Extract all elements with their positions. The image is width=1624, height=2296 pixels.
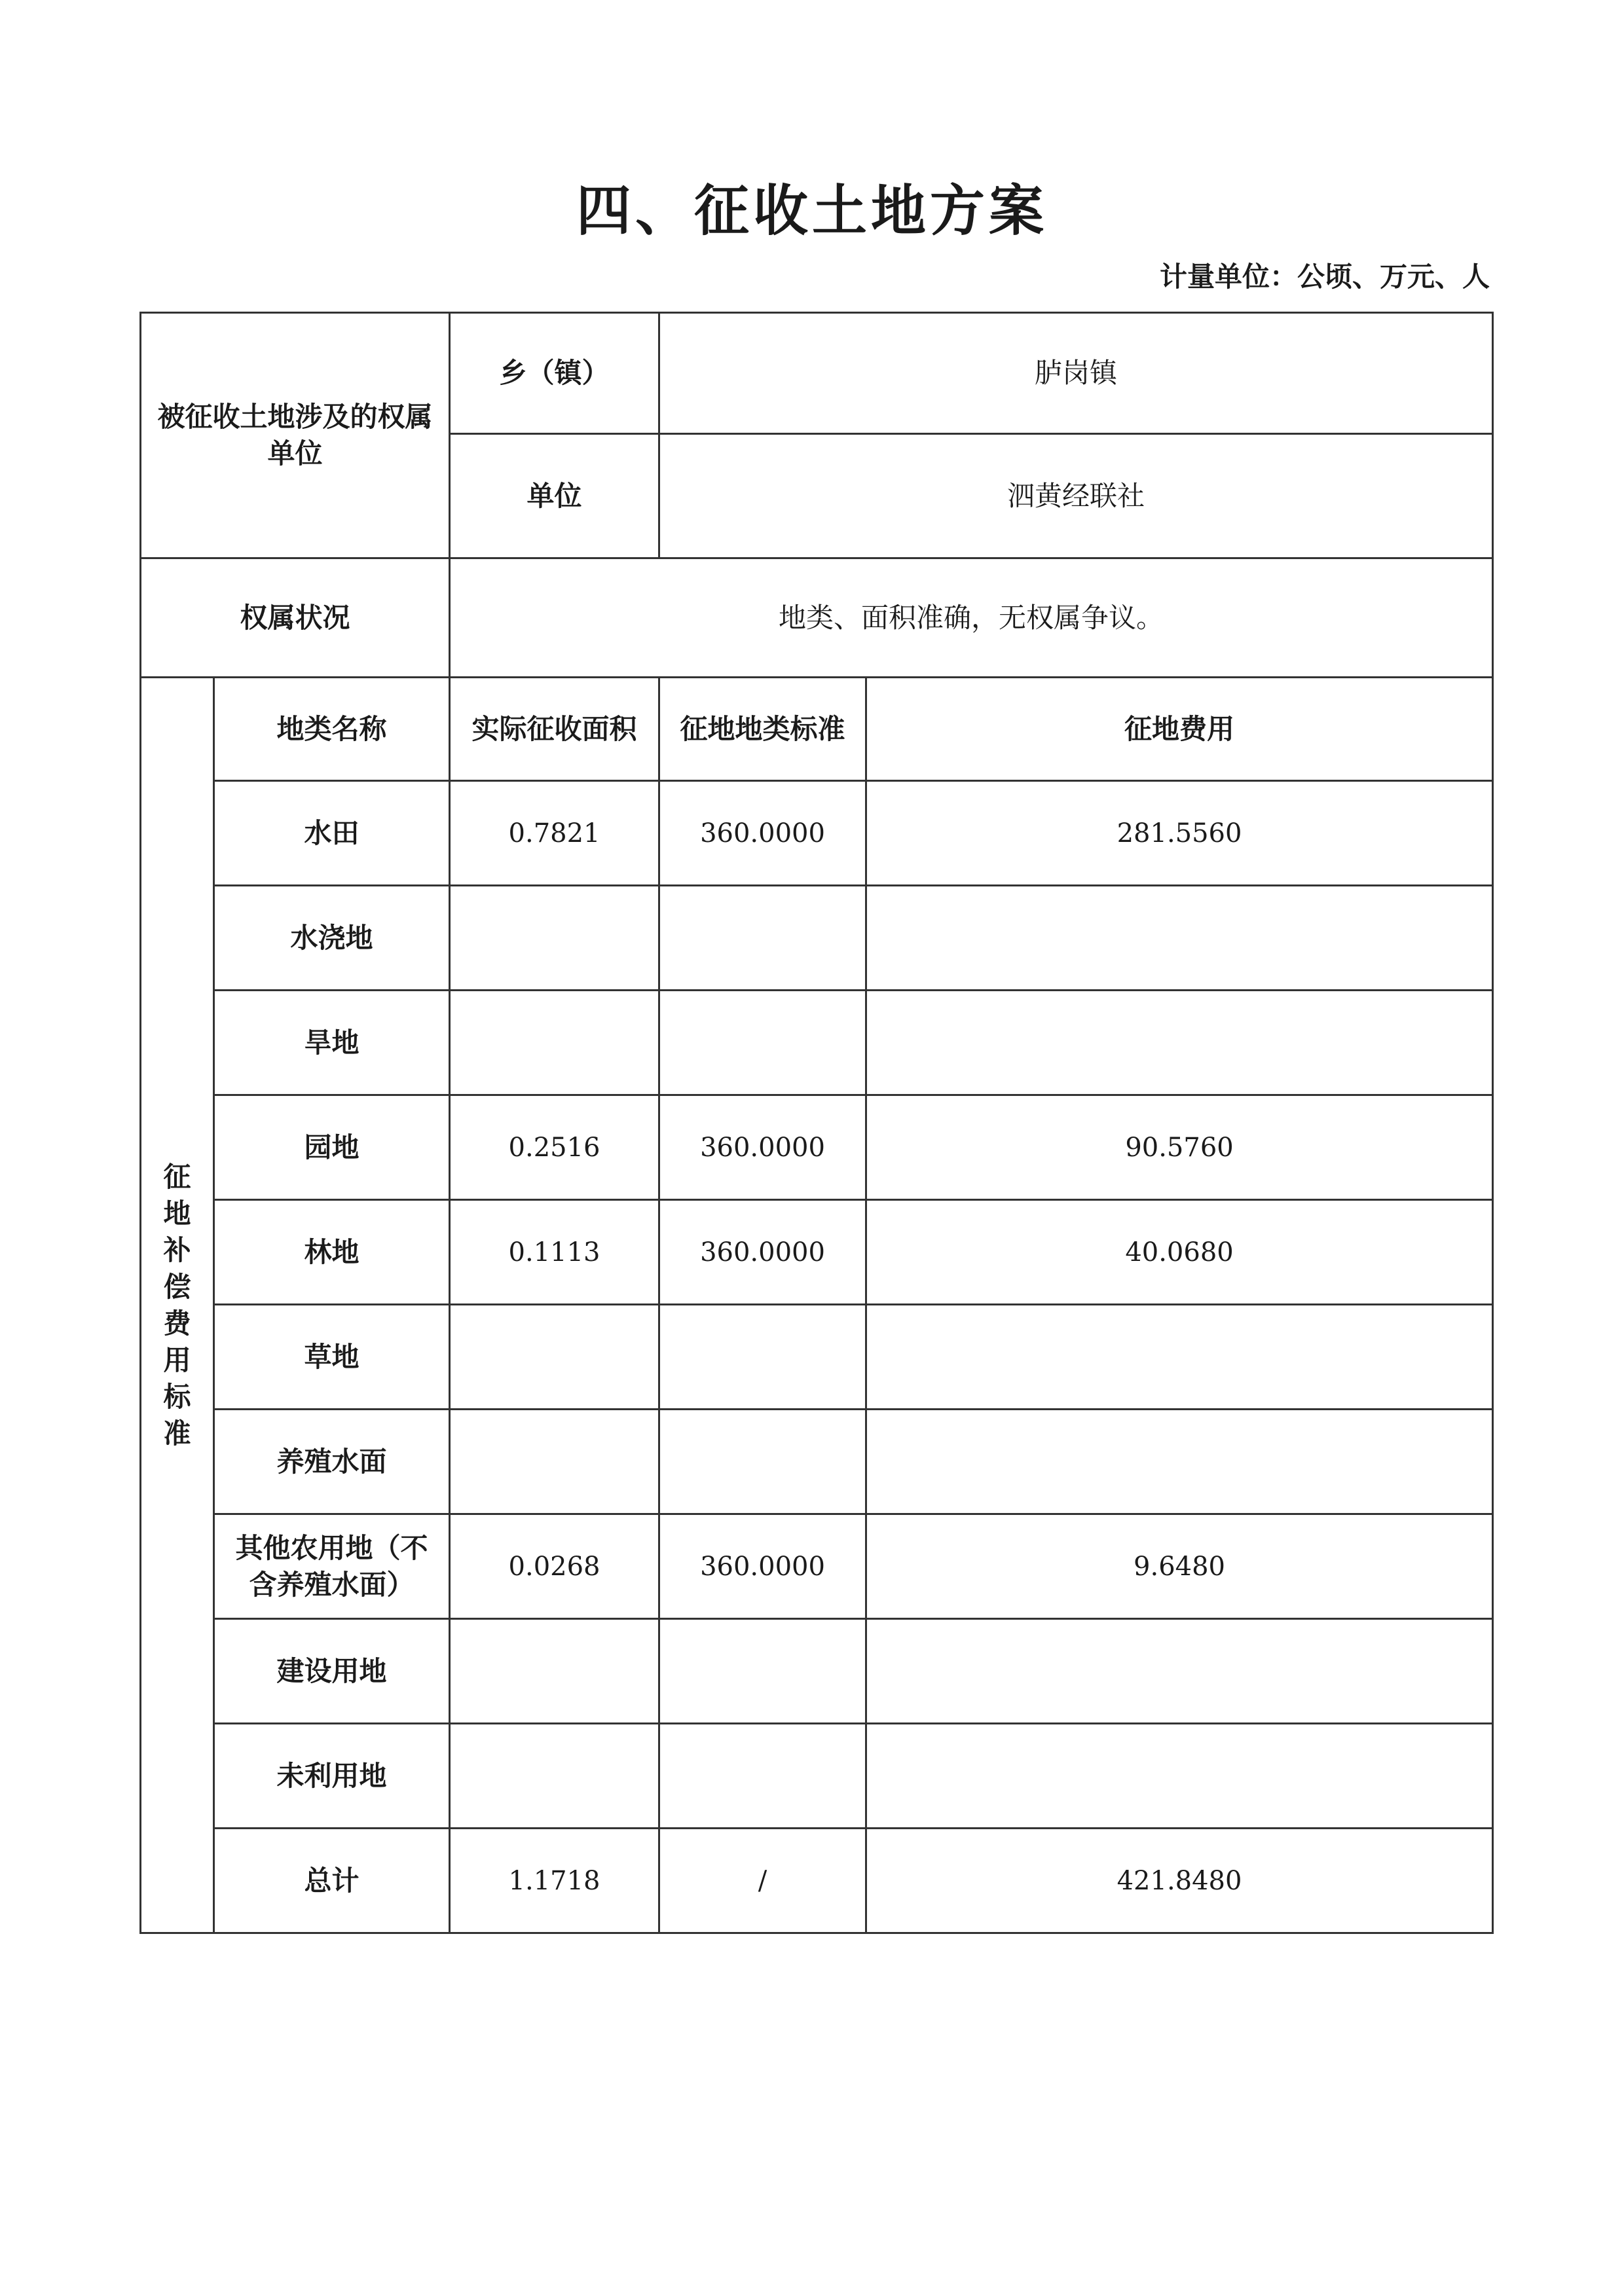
standard-value <box>659 991 866 1095</box>
standard-value <box>659 1410 866 1514</box>
land-type-name: 水田 <box>214 781 450 886</box>
table-row <box>141 886 1493 991</box>
compensation-section-label <box>141 678 214 1933</box>
table-row <box>141 1305 1493 1410</box>
standard-value <box>659 1305 866 1410</box>
table-row <box>141 1514 1493 1619</box>
area-value: 0.1113 <box>450 1200 659 1305</box>
standard-value: 360.0000 <box>659 1514 866 1619</box>
total-standard: / <box>659 1829 866 1933</box>
table-row <box>141 1619 1493 1724</box>
land-type-name: 旱地 <box>214 991 450 1095</box>
standard-value <box>659 1619 866 1724</box>
land-type-name: 园地 <box>214 1095 450 1200</box>
header-standard: 征地地类标准 <box>659 678 866 781</box>
area-value <box>450 886 659 991</box>
land-type-name: 未利用地 <box>214 1724 450 1829</box>
total-area: 1.1718 <box>450 1829 659 1933</box>
section-label-char: 准 <box>163 1417 191 1449</box>
area-value <box>450 991 659 1095</box>
table-row <box>141 991 1493 1095</box>
section-label-char: 地 <box>163 1197 191 1230</box>
fee-value: 281.5560 <box>866 781 1493 886</box>
fee-value: 9.6480 <box>866 1514 1493 1619</box>
area-value <box>450 1619 659 1724</box>
town-value: 胪岗镇 <box>659 313 1493 434</box>
header-land-type: 地类名称 <box>214 678 450 781</box>
total-row <box>141 1829 1493 1933</box>
table-row <box>141 1724 1493 1829</box>
unit-value: 泗黄经联社 <box>659 434 1493 558</box>
fee-value <box>866 1305 1493 1410</box>
header-fee: 征地费用 <box>866 678 1493 781</box>
land-type-name: 草地 <box>214 1305 450 1410</box>
table-row <box>141 1200 1493 1305</box>
standard-value <box>659 1724 866 1829</box>
fee-value: 90.5760 <box>866 1095 1493 1200</box>
area-value: 0.2516 <box>450 1095 659 1200</box>
status-value: 地类、面积准确，无权属争议。 <box>450 558 1493 678</box>
standard-value: 360.0000 <box>659 781 866 886</box>
standard-value <box>659 886 866 991</box>
ownership-label-cell <box>141 313 450 558</box>
land-type-name: 建设用地 <box>214 1619 450 1724</box>
fee-value <box>866 1410 1493 1514</box>
fee-value <box>866 1619 1493 1724</box>
land-acquisition-table <box>139 312 1494 1934</box>
fee-value <box>866 991 1493 1095</box>
land-type-name: 养殖水面 <box>214 1410 450 1514</box>
unit-note: 计量单位：公顷、万元、人 <box>1159 261 1490 293</box>
section-label-char: 费 <box>163 1307 191 1339</box>
unit-label: 单位 <box>450 434 659 558</box>
land-type-name: 水浇地 <box>214 886 450 991</box>
area-value: 0.7821 <box>450 781 659 886</box>
standard-value: 360.0000 <box>659 1095 866 1200</box>
section-label-char: 征 <box>163 1160 191 1193</box>
total-label: 总计 <box>214 1829 450 1933</box>
table-row <box>141 781 1493 886</box>
land-type-name: 其他农用地（不含养殖水面） <box>235 1531 428 1601</box>
fee-value <box>866 1724 1493 1829</box>
page-title: 四、征收土地方案 <box>576 178 1048 243</box>
land-type-name-cell <box>214 1514 450 1619</box>
section-label-char: 用 <box>163 1343 191 1376</box>
total-fee: 421.8480 <box>866 1829 1493 1933</box>
town-label: 乡（镇） <box>450 313 659 434</box>
ownership-label: 被征收土地涉及的权属单位 <box>157 401 433 469</box>
section-label-char: 偿 <box>163 1270 191 1303</box>
land-type-name: 林地 <box>214 1200 450 1305</box>
status-label: 权属状况 <box>141 558 450 678</box>
table-row <box>141 1410 1493 1514</box>
fee-value <box>866 886 1493 991</box>
area-value <box>450 1724 659 1829</box>
area-value <box>450 1410 659 1514</box>
fee-value: 40.0680 <box>866 1200 1493 1305</box>
header-area: 实际征收面积 <box>450 678 659 781</box>
table-row <box>141 1095 1493 1200</box>
area-value: 0.0268 <box>450 1514 659 1619</box>
section-label-char: 标 <box>163 1380 191 1413</box>
section-label-char: 补 <box>163 1233 191 1266</box>
area-value <box>450 1305 659 1410</box>
standard-value: 360.0000 <box>659 1200 866 1305</box>
